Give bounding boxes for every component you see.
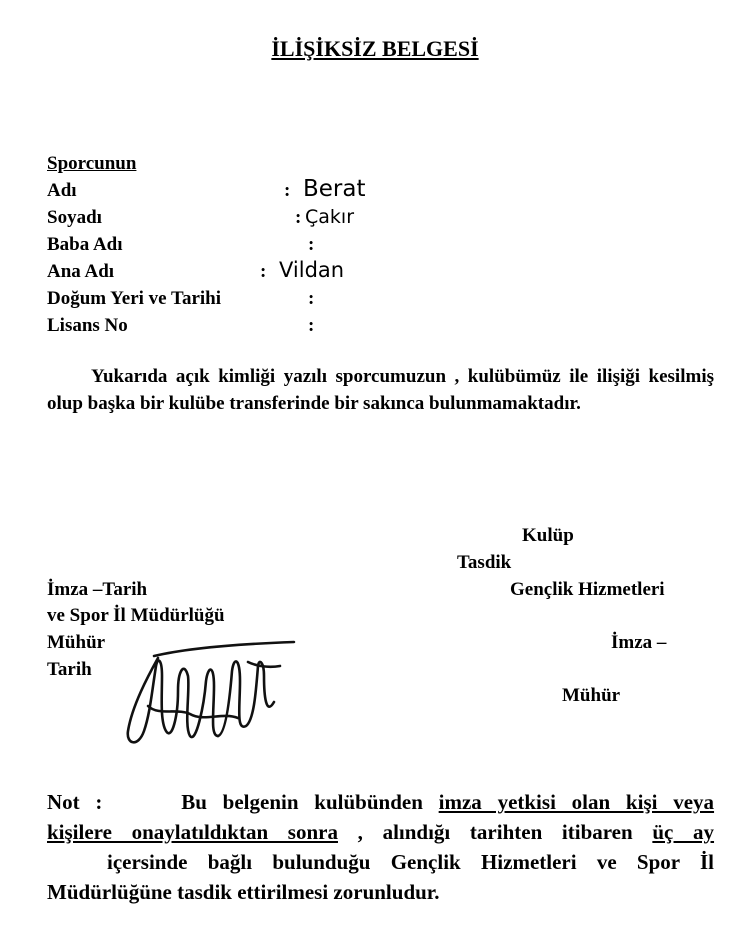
club-label: Kulüp [522, 525, 574, 546]
signature-date-label: İmza –Tarih [47, 579, 148, 600]
field-label-surname: Soyadı [47, 207, 102, 228]
note-underlined-2: kişilere onaylatıldıktan sonra [47, 820, 338, 844]
sports-directorate-label: ve Spor İl Müdürlüğü [47, 605, 225, 626]
field-colon: : [308, 315, 315, 336]
seal-label-left: Mühür [47, 632, 106, 653]
field-label-birth-place-date: Doğum Yeri ve Tarihi [47, 288, 221, 309]
field-label-license-no: Lisans No [47, 315, 128, 336]
note-label: Not : [47, 790, 103, 814]
note-text-3: içersinde bağlı bulunduğu Gençlik Hizmetleri ve Spor İl [107, 850, 714, 874]
athlete-heading: Sporcunun [47, 153, 137, 174]
note-text-4: Müdürlüğüne tasdik ettirilmesi zorunludur. [47, 880, 440, 904]
field-label-mother-name: Ana Adı [47, 261, 115, 282]
seal-label-right: Mühür [562, 685, 621, 706]
field-colon: : [284, 180, 291, 201]
field-colon: : [295, 207, 302, 228]
youth-services-label: Gençlik Hizmetleri [510, 579, 665, 600]
field-value-surname: Çakır [305, 206, 355, 228]
date-label: Tarih [47, 659, 92, 680]
statement-paragraph: Yukarıda açık kimliği yazılı sporcumuzun , kulübümüz ile ilişiği kesilmiş olup başka bir kulübe transferinde bir sakınca bulunmamaktadır. [47, 366, 714, 414]
field-label-name: Adı [47, 180, 77, 201]
field-value-mother-name: Vildan [279, 258, 345, 282]
signature-label-right: İmza – [611, 632, 667, 653]
note-underlined-1: imza yetkisi olan kişi veya [438, 790, 715, 814]
field-label-father-name: Baba Adı [47, 234, 123, 255]
field-colon: : [308, 288, 315, 309]
field-colon: : [260, 261, 267, 282]
field-colon: : [308, 234, 315, 255]
field-value-name: Berat [303, 176, 366, 202]
note-text-1: Bu belgenin kulübünden [181, 790, 423, 814]
handwritten-signature [118, 636, 298, 751]
document-title: İLİŞİKSİZ BELGESİ [271, 36, 479, 61]
note-underlined-3: üç ay [652, 820, 715, 844]
note-paragraph [47, 787, 714, 907]
tasdik-label: Tasdik [457, 552, 512, 573]
note-text-2: , alındığı tarihten itibaren [357, 820, 633, 844]
